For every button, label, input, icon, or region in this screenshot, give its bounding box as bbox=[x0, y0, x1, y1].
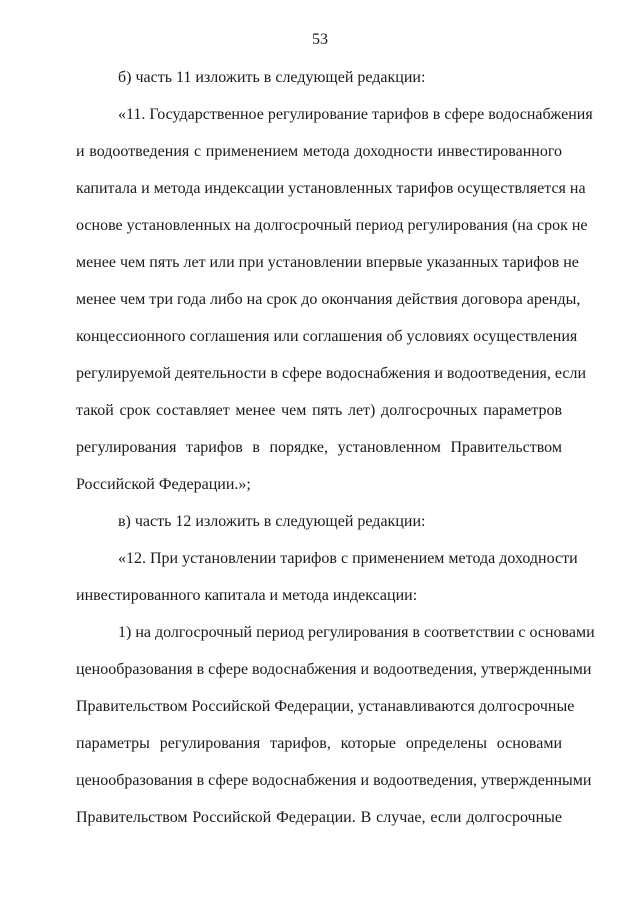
text-line: менее чем пять лет или при установлении впервые указанных тарифов не bbox=[76, 254, 579, 271]
text-line: регулируемой деятельности в сфере водоснабжения и водоотведения, если bbox=[76, 365, 587, 382]
text-line: в) часть 12 изложить в следующей редакции: bbox=[118, 513, 426, 530]
text-line: основе установленных на долгосрочный период регулирования (на срок не bbox=[76, 217, 588, 234]
text-line: ценообразования в сфере водоснабжения и водоотведения, утвержденными bbox=[76, 661, 592, 678]
text-line: Правительством Российской Федерации. В случае, если долгосрочные bbox=[76, 809, 562, 826]
text-line: «11. Государственное регулирование тарифов в сфере водоснабжения bbox=[118, 106, 593, 123]
text-line: б) часть 11 изложить в следующей редакции: bbox=[118, 69, 426, 86]
text-line: такой срок составляет менее чем пять лет) долгосрочных параметров bbox=[76, 402, 562, 419]
text-line: ценообразования в сфере водоснабжения и водоотведения, утвержденными bbox=[76, 772, 592, 789]
text-line: «12. При установлении тарифов с применением метода доходности bbox=[118, 550, 578, 567]
text-line: капитала и метода индексации установленных тарифов осуществляется на bbox=[76, 180, 586, 197]
text-line: менее чем три года либо на срок до окончания действия договора аренды, bbox=[76, 291, 581, 308]
page-number: 53 bbox=[312, 31, 328, 48]
text-line: параметры регулирования тарифов, которые определены основами bbox=[76, 735, 562, 752]
text-line: Российской Федерации.»; bbox=[76, 476, 251, 493]
text-line: и водоотведения с применением метода доходности инвестированного bbox=[76, 143, 562, 160]
text-line: 1) на долгосрочный период регулирования в соответствии с основами bbox=[118, 624, 595, 641]
text-line: Правительством Российской Федерации, устанавливаются долгосрочные bbox=[76, 698, 575, 715]
text-line: регулирования тарифов в порядке, установленном Правительством bbox=[76, 439, 562, 456]
text-line: концессионного соглашения или соглашения об условиях осуществления bbox=[76, 328, 578, 345]
text-line: инвестированного капитала и метода индексации: bbox=[76, 587, 418, 604]
